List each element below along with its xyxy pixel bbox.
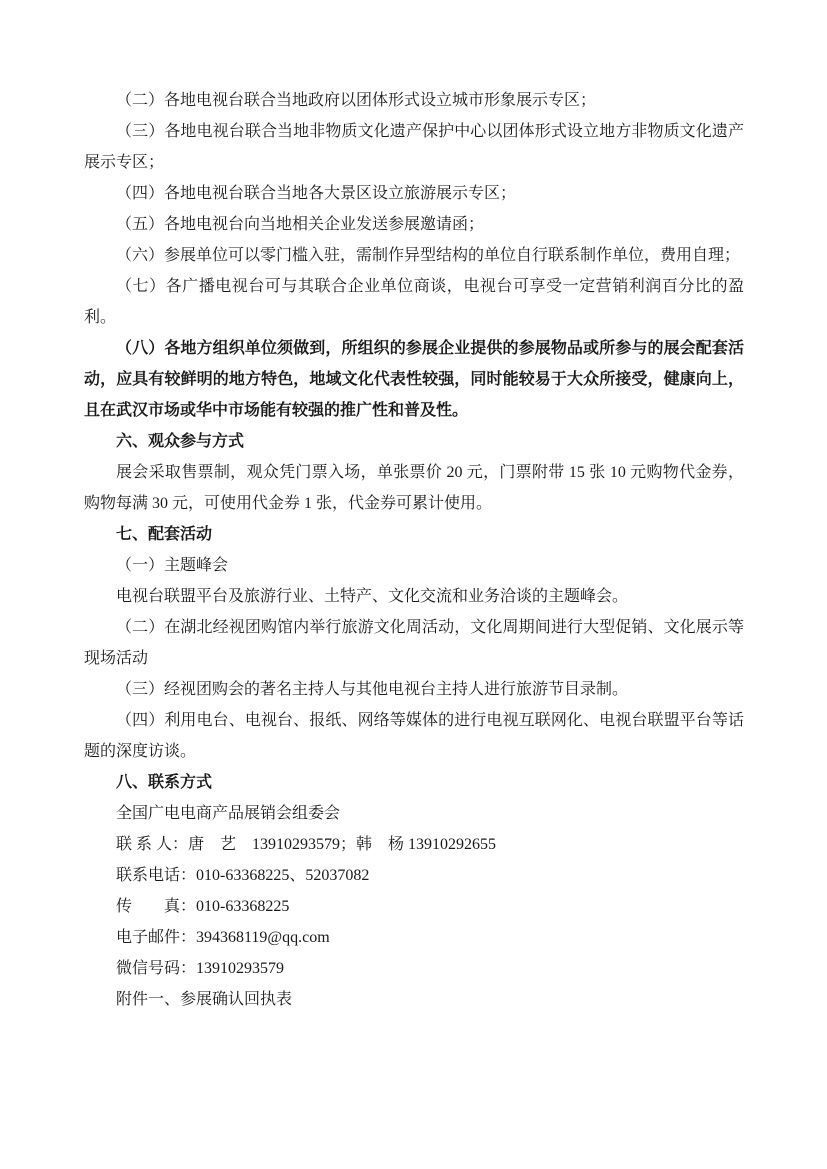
contact-phone-line: 联系电话：010-63368225、52037082 — [116, 867, 370, 884]
item-8-local-organizer-requirements: （八）各地方组织单位须做到，所组织的参展企业提供的参展物品或所参与的展会配套活动，应具有较鲜明的地方特色，地域文化代表性较强，同时能较易于大众所接受，健康向上，且在武汉市场或华中市场能有较强的推广性和普及性。 — [84, 340, 744, 419]
para-organizing-committee: 全国广电电商产品展销会组委会 — [116, 805, 341, 822]
item-1-theme-summit: （一）主题峰会 — [116, 557, 229, 574]
item-3-program-recording: （三）经视团购会的著名主持人与其他电视台主持人进行旅游节目录制。 — [116, 681, 629, 698]
item-3-intangible-heritage-zone: （三）各地电视台联合当地非物质文化遗产保护中心以团体形式设立地方非物质文化遗产展示专区； — [84, 123, 744, 171]
para-summit-description: 电视台联盟平台及旅游行业、土特产、文化交流和业务洽谈的主题峰会。 — [116, 588, 629, 605]
heading-8-contact-info: 八、联系方式 — [116, 774, 213, 791]
contact-email-line: 电子邮件：394368119@qq.com — [116, 929, 330, 946]
attachment-reference-line: 附件一、参展确认回执表 — [116, 991, 293, 1008]
heading-6-audience-participation: 六、观众参与方式 — [116, 433, 245, 450]
item-7-profit-sharing: （七）各广播电视台可与其联合企业单位商谈，电视台可享受一定营销利润百分比的盈利。 — [84, 278, 744, 326]
item-2-city-image-zone: （二）各地电视台联合当地政府以团体形式设立城市形象展示专区； — [116, 92, 597, 109]
document-content — [84, 85, 744, 1015]
contact-fax-line: 传 真：010-63368225 — [116, 898, 290, 915]
item-4-media-interviews: （四）利用电台、电视台、报纸、网络等媒体的进行电视互联网化、电视台联盟平台等话题的深度访谈。 — [84, 712, 744, 760]
heading-7-supporting-activities: 七、配套活动 — [116, 526, 213, 543]
contact-wechat-line: 微信号码：13910293579 — [116, 960, 285, 977]
para-ticketing-policy: 展会采取售票制，观众凭门票入场，单张票价 20 元，门票附带 15 张 10 元购物代金券，购物每满 30 元，可使用代金券 1 张，代金券可累计使用。 — [84, 464, 744, 512]
item-2-culture-week: （二）在湖北经视团购馆内举行旅游文化周活动，文化周期间进行大型促销、文化展示等现场活动 — [84, 619, 744, 667]
item-4-scenic-area-zone: （四）各地电视台联合当地各大景区设立旅游展示专区； — [116, 185, 517, 202]
item-6-zero-threshold-entry: （六）参展单位可以零门槛入驻，需制作异型结构的单位自行联系制作单位，费用自理； — [116, 247, 741, 264]
item-5-invitation-letter: （五）各地电视台向当地相关企业发送参展邀请函； — [116, 216, 485, 233]
contact-person-line: 联 系 人：唐 艺 13910293579；韩 杨 13910292655 — [116, 836, 497, 853]
